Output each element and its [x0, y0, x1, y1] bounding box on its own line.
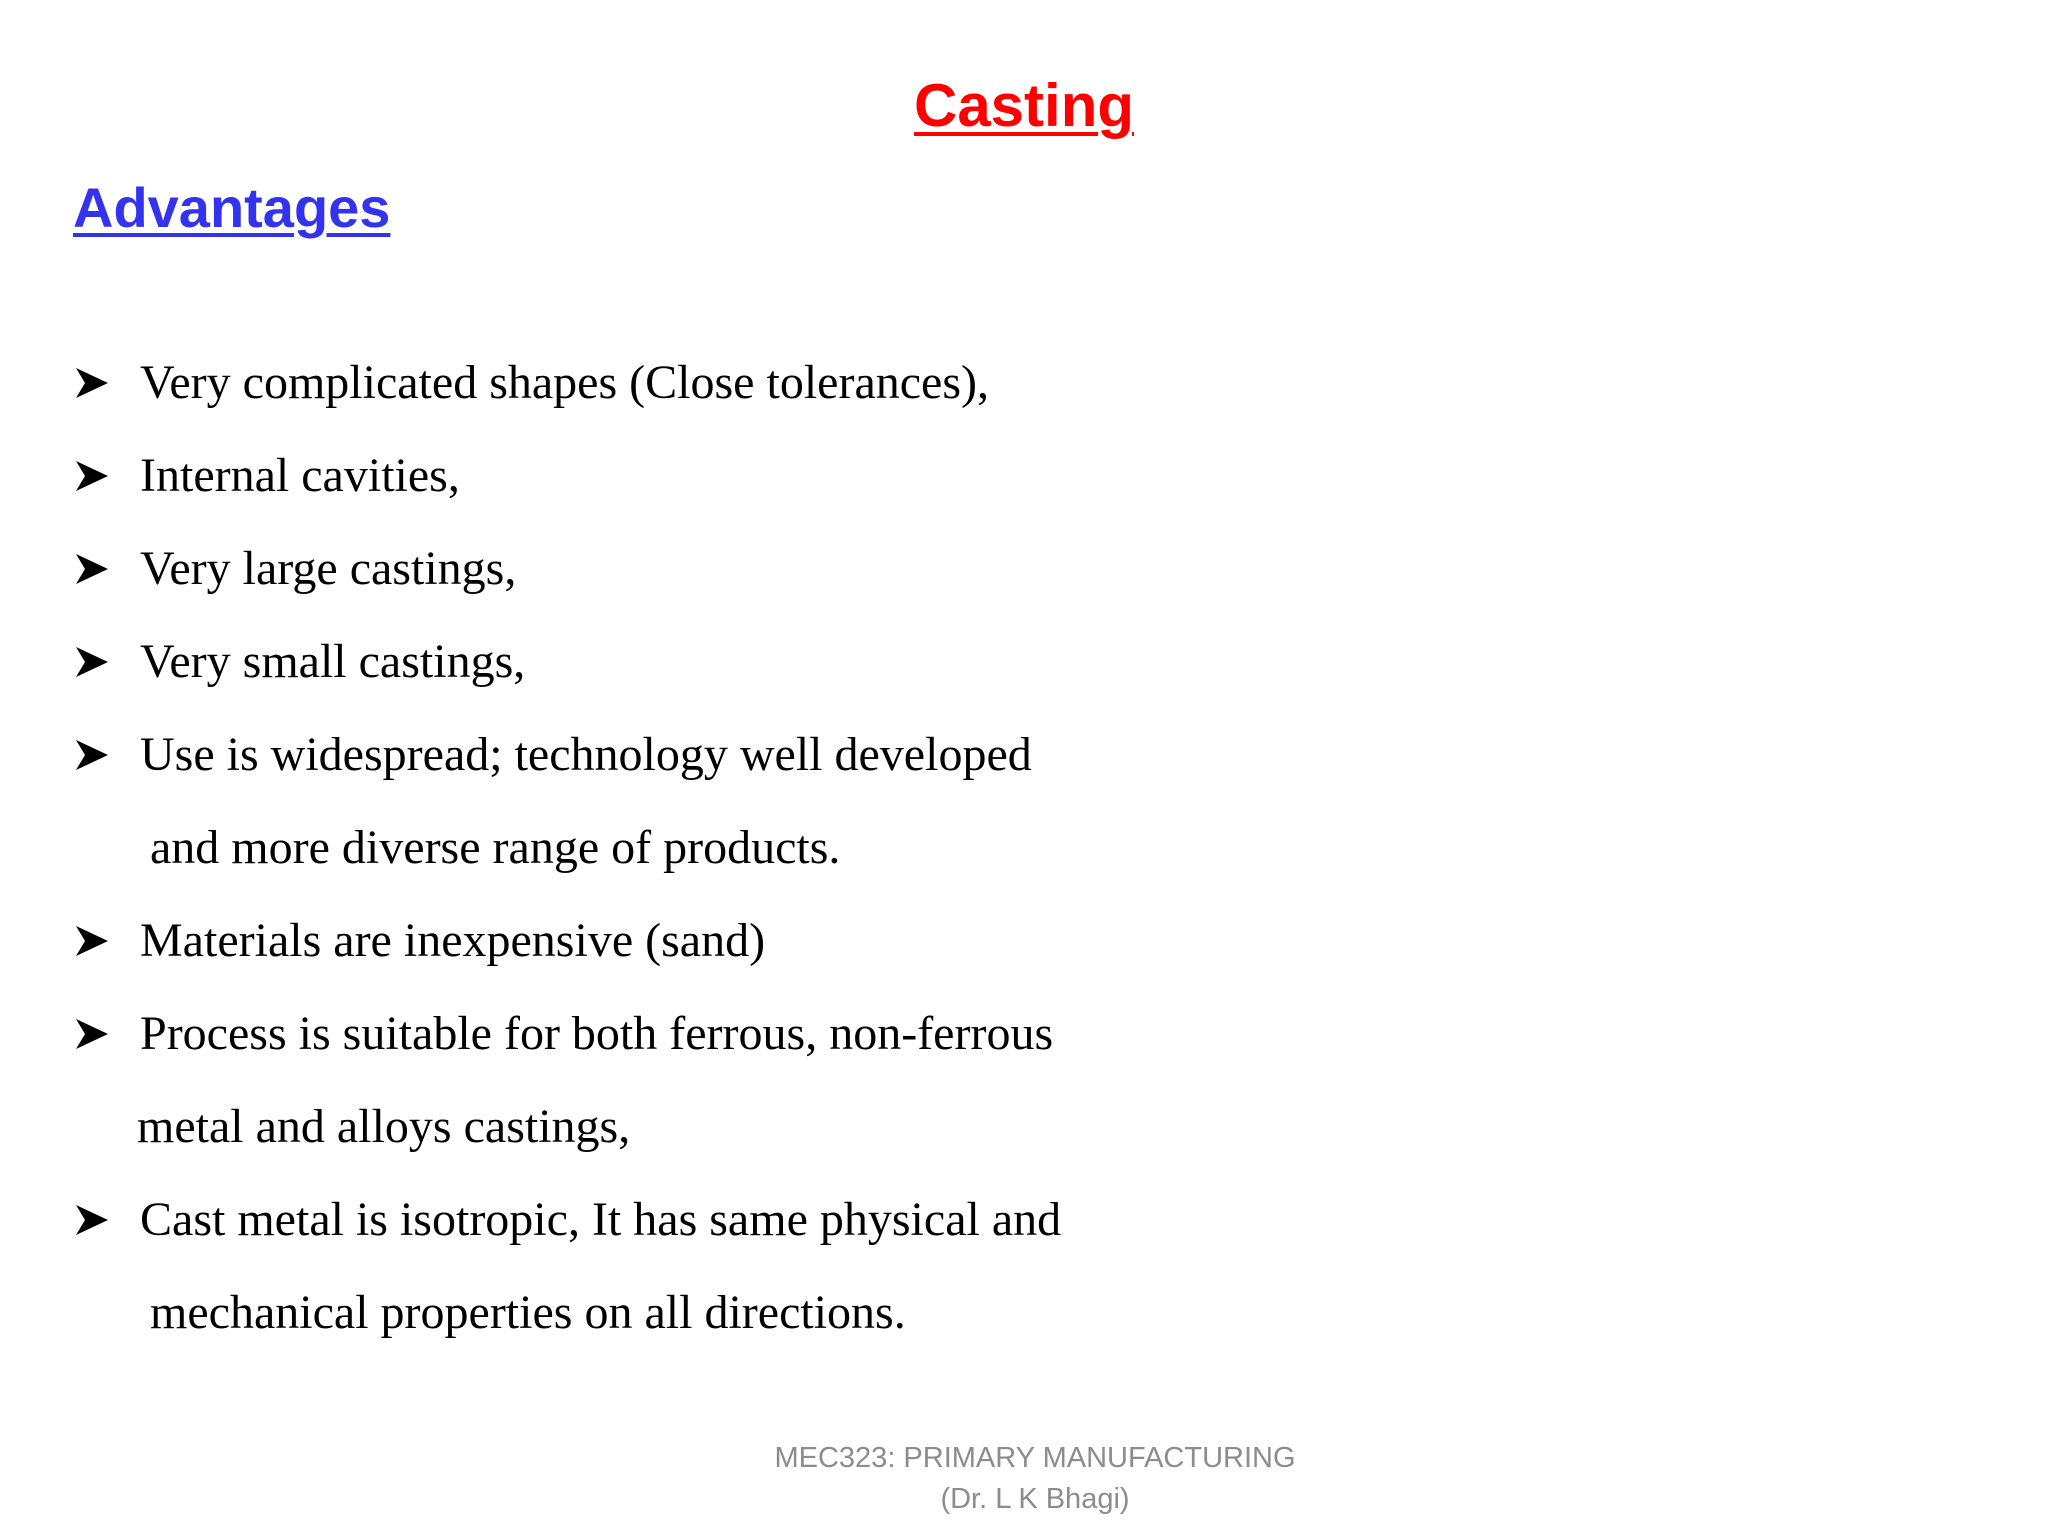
- arrowhead-bullet-icon: [74, 1017, 110, 1051]
- list-item: Materials are inexpensive (sand): [70, 894, 1470, 987]
- section-heading-advantages: Advantages: [73, 176, 391, 239]
- list-item: Very large castings,: [70, 522, 1470, 615]
- slide-footer: [0, 1438, 2048, 1520]
- list-item: Very small castings,: [70, 615, 1470, 708]
- arrowhead-bullet-icon: [74, 1203, 110, 1237]
- list-item: Use is widespread; technology well developed and more diverse range of products.: [70, 708, 1470, 894]
- list-item: Very complicated shapes (Close tolerances),: [70, 336, 1470, 429]
- arrowhead-bullet-icon: [74, 366, 110, 400]
- advantages-list: [70, 336, 1470, 1359]
- list-item: Process is suitable for both ferrous, non-ferrous metal and alloys castings,: [70, 987, 1470, 1173]
- slide-title: Casting: [913, 72, 1135, 139]
- list-item: Internal cavities,: [70, 429, 1470, 522]
- arrowhead-bullet-icon: [74, 645, 110, 679]
- list-item: Cast metal is isotropic, It has same physical and mechanical properties on all directions.: [70, 1173, 1470, 1359]
- arrowhead-bullet-icon: [74, 738, 110, 772]
- footer-course: MEC323: PRIMARY MANUFACTURING: [774, 1442, 1296, 1474]
- arrowhead-bullet-icon: [74, 924, 110, 958]
- footer-author: (Dr. L K Bhagi): [940, 1483, 1130, 1515]
- arrowhead-bullet-icon: [74, 552, 110, 586]
- arrowhead-bullet-icon: [74, 459, 110, 493]
